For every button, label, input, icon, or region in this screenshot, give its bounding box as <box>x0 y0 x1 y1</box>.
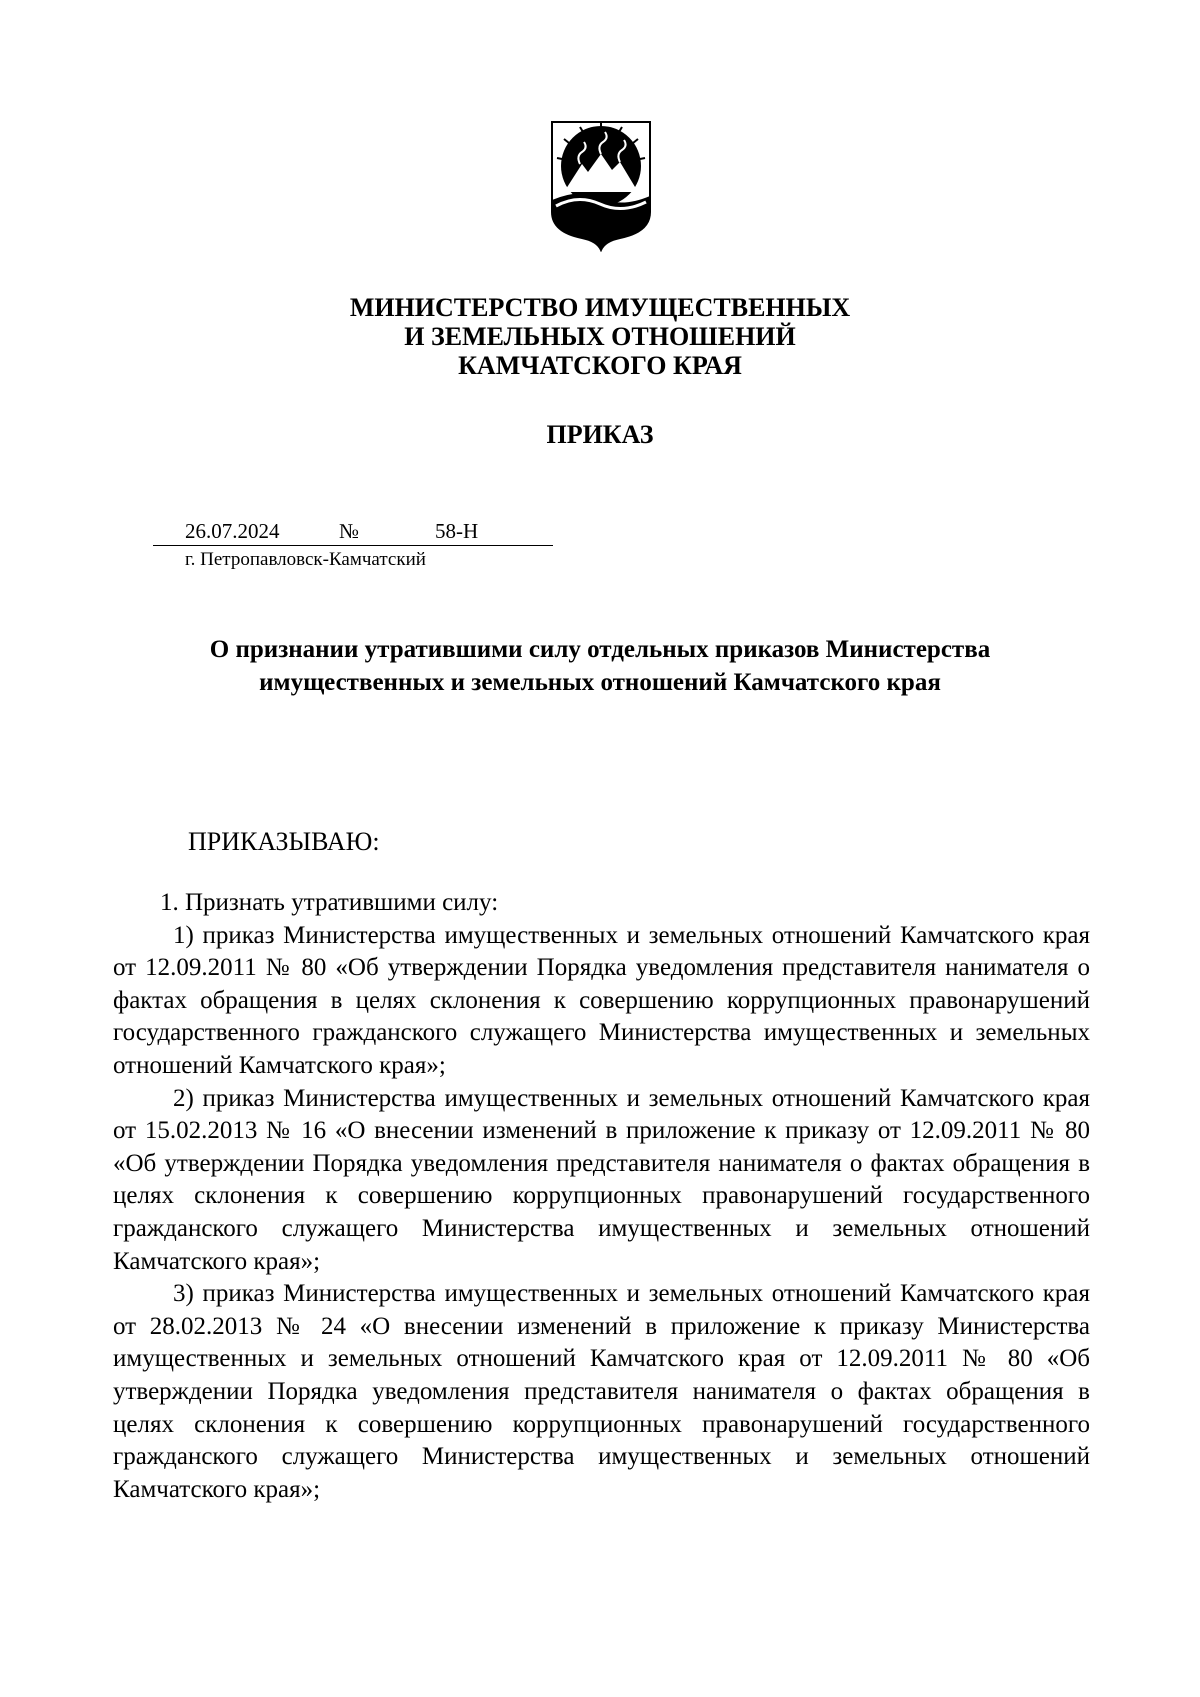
list-item: 3) приказ Министерства имущественных и земельных отношений Камчатского края от 28.02.2013 № 24 «О внесении изменений в приложение к приказу Министерства имущественных и земельных отношений Камчатского края от 12.09.2011 № 80 «Об утверждении Порядка уведомления представителя нанимателя о фактах обращения в целях склонения к совершению коррупционных правонарушений государственного гражданского служащего Министерства имущественных и земельных отношений Камчатского края»; <box>113 1280 1090 1503</box>
list-item: 2) приказ Министерства имущественных и земельных отношений Камчатского края от 15.02.2013 № 16 «О внесении изменений в приложение к приказу от 12.09.2011 № 80 «Об утверждении Порядка уведомления представителя нанимателя о фактах обращения в целях склонения к совершению коррупционных правонарушений государственного гражданского служащего Министерства имущественных и земельных отношений Камчатского края»; <box>113 1084 1090 1275</box>
order-subject <box>100 633 1100 699</box>
list-item: 1) приказ Министерства имущественных и земельных отношений Камчатского края от 12.09.2011 № 80 «Об утверждении Порядка уведомления представителя нанимателя о фактах обращения в целях склонения к совершению коррупционных правонарушений государственного гражданского служащего Министерства имущественных и земельных отношений Камчатского края»; <box>113 921 1090 1079</box>
decree-word: ПРИКАЗЫВАЮ: <box>188 827 380 856</box>
date-number-line <box>153 517 553 546</box>
order-subject-line-1: О признании утратившими силу отдельных приказов Министерства <box>209 636 991 663</box>
kamchatka-coat-of-arms-icon <box>550 120 652 252</box>
order-body <box>113 887 1090 1506</box>
point-1: 1. Признать утратившими силу: <box>160 889 499 916</box>
number-sign: № <box>339 519 360 543</box>
order-title: ПРИКАЗ <box>546 420 654 449</box>
order-date: 26.07.2024 <box>185 519 280 543</box>
ministry-name-line-3: КАМЧАТСКОГО КРАЯ <box>458 351 742 380</box>
order-subject-line-2: имущественных и земельных отношений Камчатского края <box>259 669 941 696</box>
ministry-name <box>0 293 1200 380</box>
order-number: 58-Н <box>435 519 479 543</box>
ministry-name-line-2: И ЗЕМЕЛЬНЫХ ОТНОШЕНИЙ <box>404 322 796 351</box>
ministry-name-line-1: МИНИСТЕРСТВО ИМУЩЕСТВЕННЫХ <box>349 293 851 322</box>
order-place: г. Петропавловск-Камчатский <box>185 549 426 570</box>
